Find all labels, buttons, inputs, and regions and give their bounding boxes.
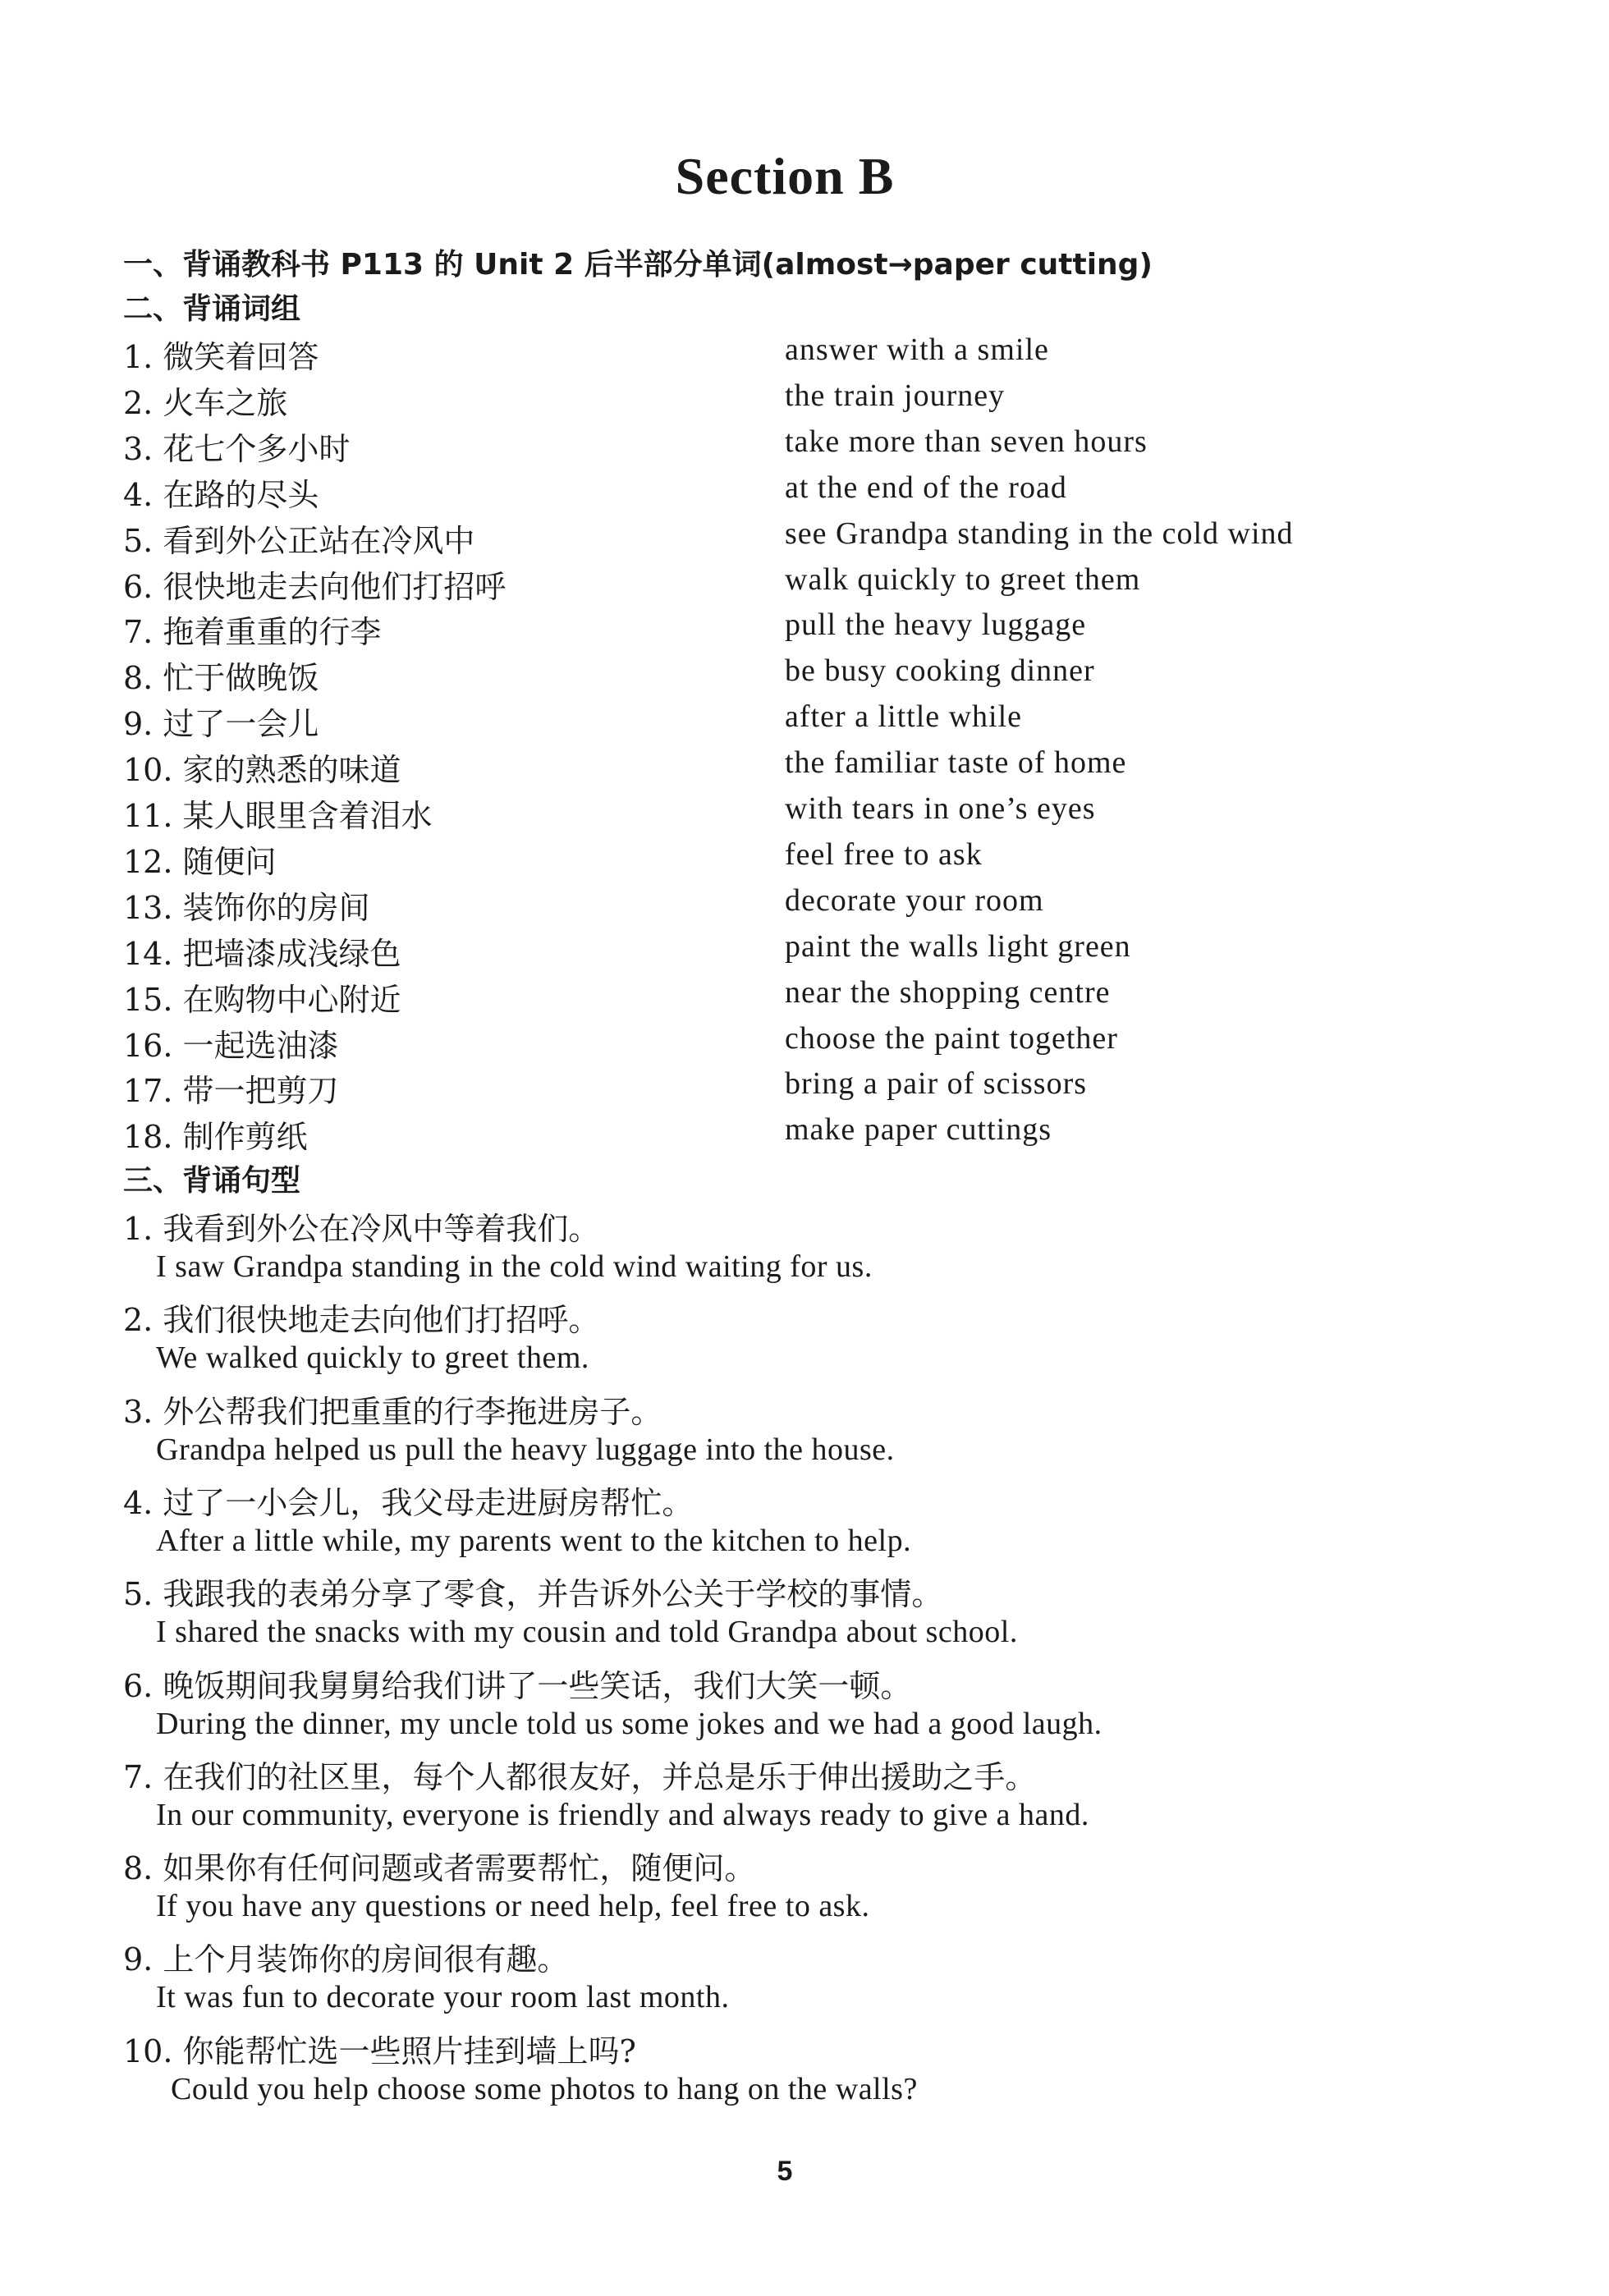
heading-phrases: 二、背诵词组: [123, 292, 301, 326]
sentence-chinese: 10. 你能帮忙选一些照片挂到墙上吗?: [123, 2032, 636, 2069]
phrase-chinese: 8. 忙于做晚饭: [123, 660, 319, 697]
phrase-row: [123, 332, 1519, 378]
sentence-english: I shared the snacks with my cousin and told Grandpa about school.: [156, 1615, 1018, 1650]
sentence-english: In our community, everyone is friendly and always ready to give a hand.: [156, 1797, 1089, 1832]
phrase-row: [123, 974, 1519, 1020]
phrase-english: make paper cuttings: [785, 1112, 1052, 1148]
sentence-chinese: 6. 晚饭期间我舅舅给我们讲了一些笑话，我们大笑一顿。: [123, 1667, 912, 1704]
sentence-english: If you have any questions or need help, feel free to ask.: [156, 1889, 870, 1924]
phrase-chinese: 2. 火车之旅: [123, 384, 288, 421]
phrase-row: [123, 561, 1519, 607]
phrase-english: take more than seven hours: [785, 424, 1148, 459]
phrase-chinese: 17. 带一把剪刀: [123, 1073, 339, 1110]
phrase-english: walk quickly to greet them: [785, 561, 1141, 597]
sentence-chinese: 3. 外公帮我们把重重的行李拖进房子。: [123, 1393, 662, 1430]
phrase-english: pull the heavy luggage: [785, 607, 1087, 643]
sentence-english: Could you help choose some photos to hang on the walls?: [171, 2071, 918, 2106]
sentence-english: After a little while, my parents went to the kitchen to help.: [156, 1523, 912, 1558]
phrase-english: be busy cooking dinner: [785, 653, 1095, 689]
phrase-chinese: 13. 装饰你的房间: [123, 889, 370, 926]
phrase-chinese: 7. 拖着重重的行李: [123, 614, 382, 651]
heading-sentences: 三、背诵句型: [123, 1164, 301, 1198]
phrase-english: see Grandpa standing in the cold wind: [785, 516, 1294, 551]
heading-vocabulary: 一、背诵教科书 P113 的 Unit 2 后半部分单词(almost→paper cutting): [123, 248, 1153, 282]
phrase-english: choose the paint together: [785, 1020, 1118, 1056]
phrase-row: [123, 882, 1519, 928]
sentence-chinese: 4. 过了一小会儿，我父母走进厨房帮忙。: [123, 1484, 694, 1521]
phrase-english: bring a pair of scissors: [785, 1066, 1088, 1102]
phrase-chinese: 6. 很快地走去向他们打招呼: [123, 568, 507, 605]
sentence-english: It was fun to decorate your room last month.: [156, 1980, 730, 2015]
phrase-english: decorate your room: [785, 882, 1044, 918]
phrase-english: with tears in one’s eyes: [785, 791, 1096, 826]
phrase-english: feel free to ask: [785, 836, 983, 872]
phrase-chinese: 1. 微笑着回答: [123, 339, 319, 375]
phrase-row: [123, 836, 1519, 882]
phrase-english: the train journey: [785, 378, 1006, 413]
section-title: Section B: [675, 147, 895, 205]
phrase-row: [123, 424, 1519, 470]
phrase-chinese: 9. 过了一会儿: [123, 706, 319, 743]
phrase-row: [123, 745, 1519, 791]
phrase-chinese: 18. 制作剪纸: [123, 1119, 308, 1156]
phrase-row: [123, 1111, 1519, 1157]
phrase-chinese: 16. 一起选油漆: [123, 1027, 339, 1064]
phrase-english: at the end of the road: [785, 470, 1067, 505]
page-number: 5: [777, 2156, 793, 2187]
phrase-row: [123, 1020, 1519, 1066]
phrase-english: paint the walls light green: [785, 928, 1131, 964]
phrase-chinese: 10. 家的熟悉的味道: [123, 752, 401, 789]
phrase-chinese: 14. 把墙漆成浅绿色: [123, 935, 401, 972]
sentence-english: I saw Grandpa standing in the cold wind waiting for us.: [156, 1249, 873, 1284]
phrase-english: after a little while: [785, 699, 1023, 735]
sentence-chinese: 5. 我跟我的表弟分享了零食，并告诉外公关于学校的事情。: [123, 1576, 943, 1613]
phrase-row: [123, 653, 1519, 699]
phrase-english: near the shopping centre: [785, 974, 1111, 1010]
sentence-english: Grandpa helped us pull the heavy luggage into the house.: [156, 1432, 895, 1467]
phrase-chinese: 4. 在路的尽头: [123, 476, 319, 513]
phrase-chinese: 5. 看到外公正站在冷风中: [123, 522, 475, 559]
phrase-row: [123, 791, 1519, 836]
phrase-row: [123, 1066, 1519, 1111]
sentence-chinese: 2. 我们很快地走去向他们打招呼。: [123, 1302, 600, 1339]
phrase-english: answer with a smile: [785, 332, 1049, 367]
phrase-row: [123, 607, 1519, 653]
sentence-chinese: 7. 在我们的社区里，每个人都很友好，并总是乐于伸出援助之手。: [123, 1758, 1037, 1795]
phrase-chinese: 3. 花七个多小时: [123, 430, 351, 467]
phrase-row: [123, 699, 1519, 745]
phrase-row: [123, 470, 1519, 516]
sentence-chinese: 1. 我看到外公在冷风中等着我们。: [123, 1211, 600, 1247]
phrase-chinese: 11. 某人眼里含着泪水: [123, 798, 433, 834]
phrase-row: [123, 378, 1519, 424]
phrase-row: [123, 516, 1519, 561]
sentence-chinese: 9. 上个月装饰你的房间很有趣。: [123, 1941, 569, 1978]
phrase-english: the familiar taste of home: [785, 745, 1127, 781]
phrase-chinese: 15. 在购物中心附近: [123, 981, 401, 1018]
phrase-row: [123, 928, 1519, 974]
sentence-english: We walked quickly to greet them.: [156, 1340, 589, 1376]
sentence-english: During the dinner, my uncle told us some jokes and we had a good laugh.: [156, 1706, 1102, 1741]
phrase-chinese: 12. 随便问: [123, 843, 277, 880]
sentence-chinese: 8. 如果你有任何问题或者需要帮忙，随便问。: [123, 1850, 756, 1887]
